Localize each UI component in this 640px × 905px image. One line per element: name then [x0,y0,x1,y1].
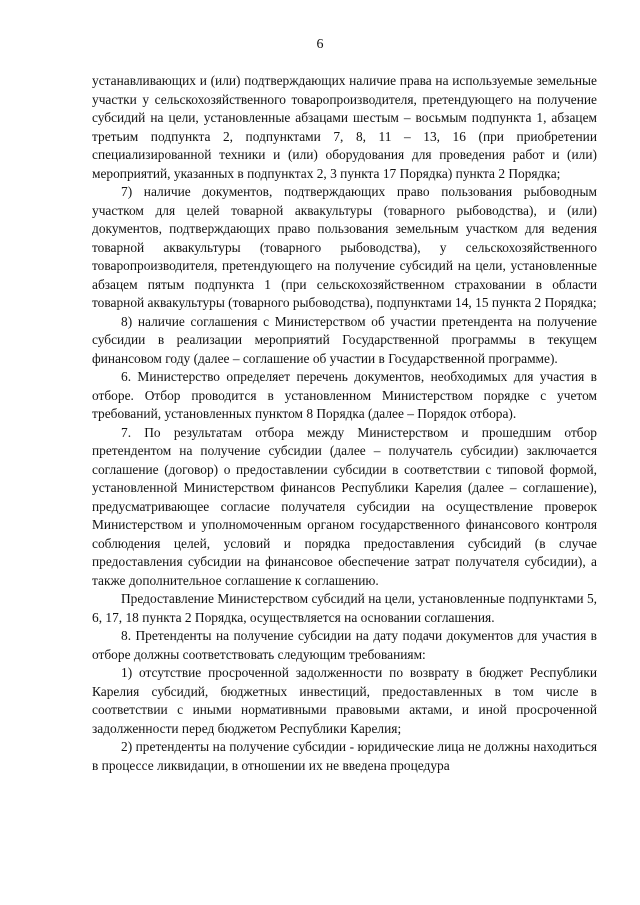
paragraph-requirement-2: 2) претенденты на получение субсидии - юридические лица не должны находиться в процессе ликвидации, в отношении их не введена процедура [92,739,597,773]
paragraph-clause-7: 7. По результатам отбора между Министерством и прошедшим отбор претендентом на получение субсидии (далее – получатель субсидии) заключается соглашение (договор) о предоставлении субсидии в соответствии с типовой формой, установленной Министерством финансов Республики Карелия (далее – соглашение), предусматривающее согласие получателя субсидии на осуществление проверок Министерством и уполномоченным органом государственного финансового контроля соблюдения целей, условий и порядка предоставления субсидий (в случае предоставления субсидии на финансовое обеспечение затрат получателя субсидии), а также дополнительное соглашение к соглашению. [92,424,597,588]
paragraph-clause-8: 8. Претенденты на получение субсидии на дату подачи документов для участия в отборе должны соответствовать следующим требованиям: [92,628,597,662]
paragraph-subsidy-provision: Предоставление Министерством субсидий на цели, установленные подпунктами 5, 6, 17, 18 пункта 2 Порядка, осуществляется на основании соглашения. [92,591,597,625]
paragraph-item-7: 7) наличие документов, подтверждающих право пользования рыбоводным участком для целей товарной аквакультуры (товарного рыбоводства), и (или) документов, подтверждающих право пользования земельным участком для ведения товарной аквакультуры (товарного рыбоводства), у сельскохозяйственного товаропроизводителя, претендующего на получение субсидий на цели, установленные абзацем пятым подпункта 1 (при сельскохозяйственном страховании в области товарной аквакультуры (товарного рыбоводства), подпунктами 14, 15 пункта 2 Порядка; [92,184,597,310]
paragraph-item-8: 8) наличие соглашения с Министерством об участии претендента на получение субсидии в реализации мероприятий Государственной программы в текущем финансовом году (далее – соглашение об участии в Государственной программе). [92,313,597,366]
paragraph-continuation: устанавливающих и (или) подтверждающих наличие права на используемые земельные участки у сельскохозяйственного товаропроизводителя, претендующего на получение субсидий на цели, установленные абзацами шестым – восьмым подпункта 1, абзацем третьим подпункта 2, подпунктами 7, 8, 11 – 13, 16 (при приобретении специализированной техники и (или) оборудования для проведения работ и (или) мероприятий, указанных в подпунктах 2, 3 пункта 17 Порядка) пункта 2 Порядка; [92,73,597,181]
paragraph-clause-6: 6. Министерство определяет перечень документов, необходимых для участия в отборе. Отбор проводится в установленном Министерством порядке с учетом требований, установленных пунктом 8 Порядка (далее – Порядок отбора). [92,369,597,421]
paragraph-requirement-1: 1) отсутствие просроченной задолженности по возврату в бюджет Республики Карелия субсидий, бюджетных инвестиций, предоставленных в том числе в соответствии с иными нормативными правовыми актами, и иной просроченной задолженности перед бюджетом Республики Карелия; [92,665,597,736]
page-number: 6 [316,37,324,52]
document-body [92,72,597,775]
